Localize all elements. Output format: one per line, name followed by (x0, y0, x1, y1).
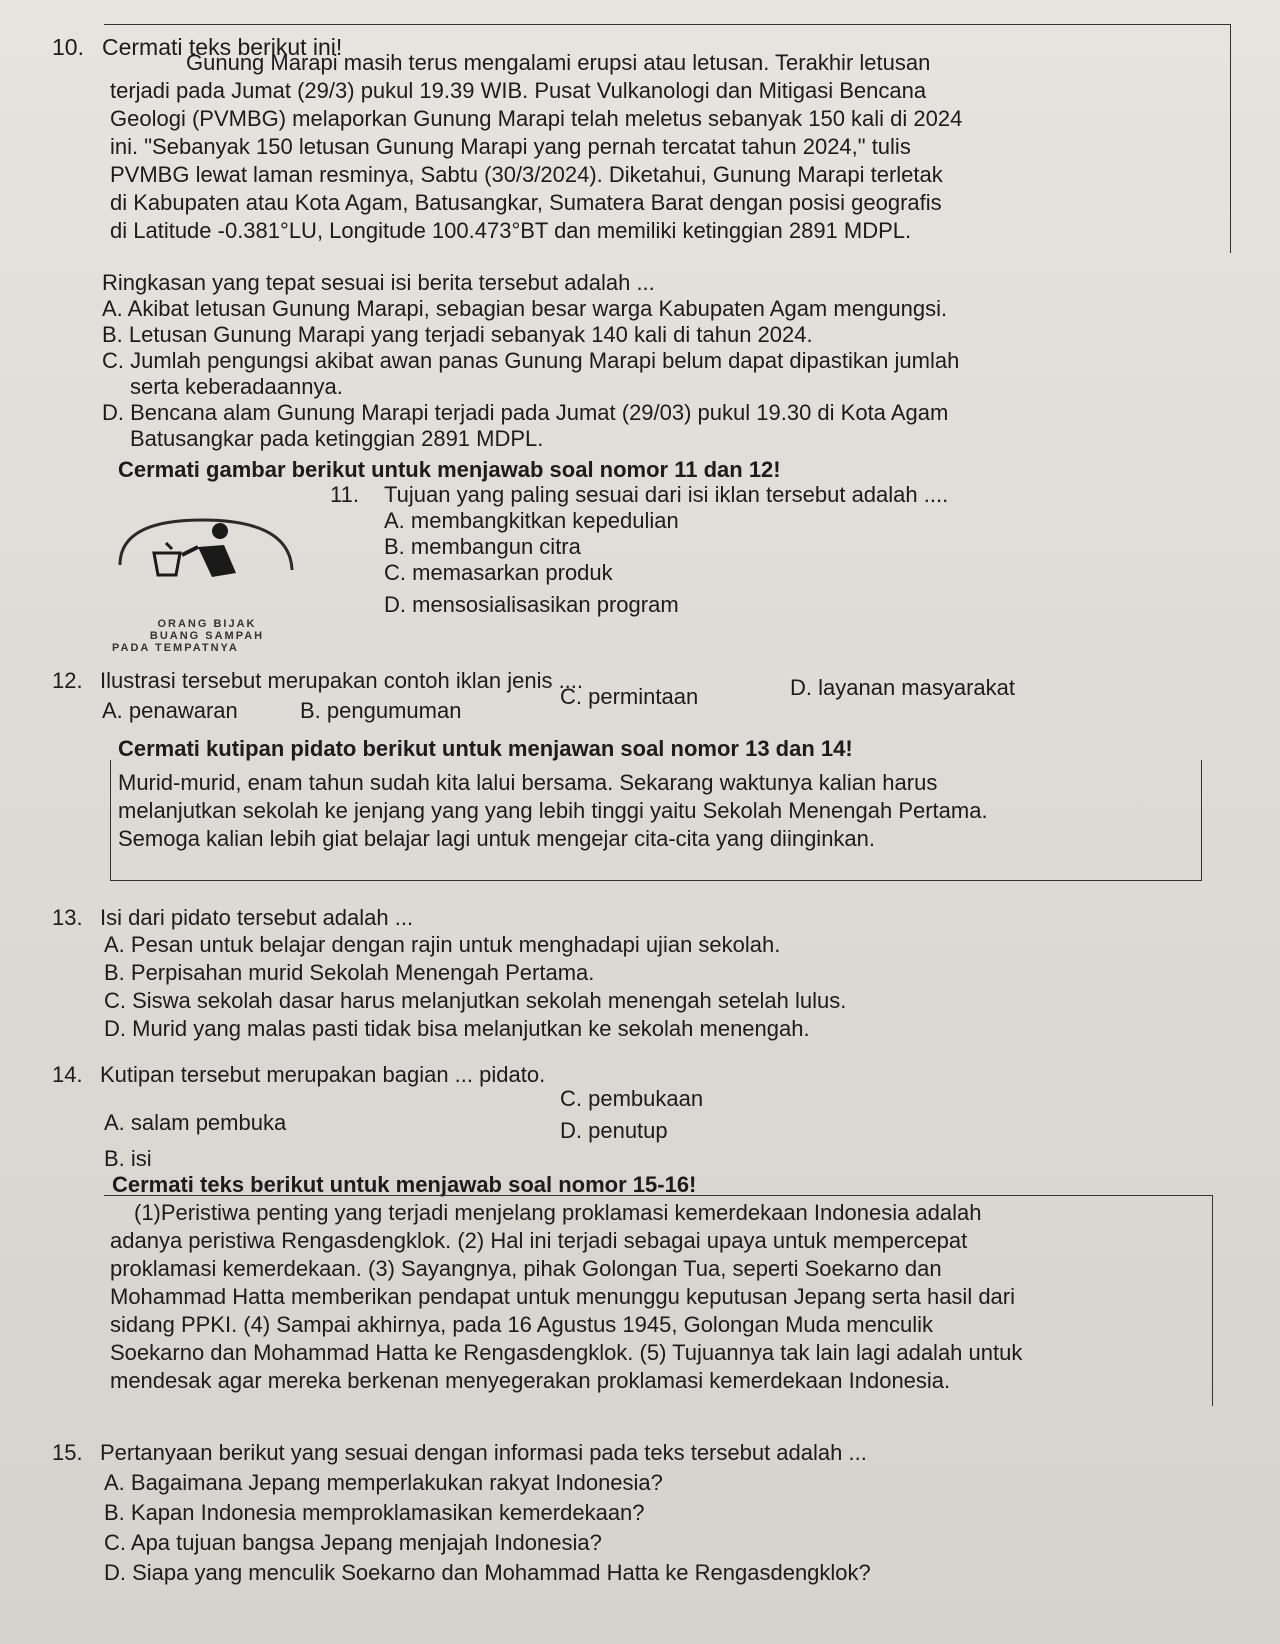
poster-caption-line: PADA TEMPATNYA (112, 642, 239, 654)
section-15-16-instruction: Cermati teks berikut untuk menjawab soal nomor 15-16! (112, 1172, 697, 1197)
speech-passage-line: Murid-murid, enam tahun sudah kita lalui bersama. Sekarang waktunya kalian harus (118, 770, 938, 795)
history-passage-line: proklamasi kemerdekaan. (3) Sayangnya, pihak Golongan Tua, seperti Soekarno dan (110, 1256, 942, 1281)
q10-passage-line: terjadi pada Jumat (29/3) pukul 19.39 WIB. Pusat Vulkanologi dan Mitigasi Bencana (110, 78, 927, 103)
q12-option-c[interactable]: C. permintaan (560, 684, 699, 709)
q13-option-d[interactable]: D. Murid yang malas pasti tidak bisa melanjutkan ke sekolah menengah. (104, 1016, 810, 1041)
q15-option-a[interactable]: A. Bagaimana Jepang memperlakukan rakyat Indonesia? (104, 1470, 663, 1495)
q12-number: 12. (52, 668, 83, 693)
q10-question: Ringkasan yang tepat sesuai isi berita tersebut adalah ... (102, 270, 655, 295)
q11-option-b[interactable]: B. membangun citra (384, 534, 581, 559)
section-11-12-instruction: Cermati gambar berikut untuk menjawab soal nomor 11 dan 12! (118, 457, 781, 482)
speech-passage-line: Semoga kalian lebih giat belajar lagi untuk mengejar cita-cita yang diinginkan. (118, 826, 876, 851)
person-body-icon (198, 545, 236, 577)
q10-passage-line: di Latitude -0.381°LU, Longitude 100.473°BT dan memiliki ketinggian 2891 MDPL. (110, 218, 912, 243)
q13-question: Isi dari pidato tersebut adalah ... (100, 905, 414, 930)
q10-number: 10. (52, 34, 84, 60)
q15-option-c[interactable]: C. Apa tujuan bangsa Jepang menjajah Indonesia? (104, 1530, 602, 1555)
q11-option-c[interactable]: C. memasarkan produk (384, 560, 613, 585)
q13-option-c[interactable]: C. Siswa sekolah dasar harus melanjutkan sekolah menengah setelah lulus. (104, 988, 847, 1013)
trash-bin-icon (154, 553, 180, 575)
q12-question: Ilustrasi tersebut merupakan contoh iklan jenis .... (100, 668, 584, 693)
q11-option-d[interactable]: D. mensosialisasikan program (384, 592, 679, 617)
q10-passage-line: Geologi (PVMBG) melaporkan Gunung Marapi telah meletus sebanyak 150 kali di 2024 (110, 106, 963, 131)
q10-option-a[interactable]: A. Akibat letusan Gunung Marapi, sebagian besar warga Kabupaten Agam mengungsi. (102, 296, 948, 321)
q10-option-c-cont: serta keberadaannya. (130, 374, 343, 399)
q13-option-b[interactable]: B. Perpisahan murid Sekolah Menengah Pertama. (104, 960, 595, 985)
q10-option-c[interactable]: C. Jumlah pengungsi akibat awan panas Gunung Marapi belum dapat dipastikan jumlah (102, 348, 960, 373)
history-passage-line: sidang PPKI. (4) Sampai akhirnya, pada 16 Agustus 1945, Golongan Muda menculik (110, 1312, 934, 1337)
q15-option-b[interactable]: B. Kapan Indonesia memproklamasikan kemerdekaan? (104, 1500, 645, 1525)
q15-option-d[interactable]: D. Siapa yang menculik Soekarno dan Mohammad Hatta ke Rengasdengklok? (104, 1560, 871, 1585)
q14-number: 14. (52, 1062, 83, 1087)
section-13-14-instruction: Cermati kutipan pidato berikut untuk menjawan soal nomor 13 dan 14! (118, 736, 853, 761)
q12-option-d[interactable]: D. layanan masyarakat (790, 675, 1015, 700)
q11-number: 11. (330, 482, 359, 507)
person-head-icon (212, 523, 228, 539)
person-arm-icon (182, 547, 198, 555)
q15-question: Pertanyaan berikut yang sesuai dengan informasi pada teks tersebut adalah ... (100, 1440, 867, 1465)
poster-caption-line: BUANG SAMPAH (149, 630, 265, 642)
q10-passage-line: PVMBG lewat laman resminya, Sabtu (30/3/2024). Diketahui, Gunung Marapi terletak (110, 162, 943, 187)
history-passage-line: mendesak agar mereka berkenan menyegerakan proklamasi kemerdekaan Indonesia. (110, 1368, 951, 1393)
q12-option-b[interactable]: B. pengumuman (300, 698, 462, 723)
q14-option-d[interactable]: D. penutup (560, 1118, 668, 1143)
q10-option-d[interactable]: D. Bencana alam Gunung Marapi terjadi pada Jumat (29/03) pukul 19.30 di Kota Agam (102, 400, 949, 425)
q10-option-d-cont: Batusangkar pada ketinggian 2891 MDPL. (130, 426, 544, 451)
q11-option-a[interactable]: A. membangkitkan kepedulian (384, 508, 679, 533)
q10-intro: Cermati teks berikut ini! (102, 34, 343, 60)
q13-option-a[interactable]: A. Pesan untuk belajar dengan rajin untuk menghadapi ujian sekolah. (104, 932, 781, 957)
speech-passage-line: melanjutkan sekolah ke jenjang yang yang lebih tinggi yaitu Sekolah Menengah Pertama. (118, 798, 988, 823)
history-passage-line: Soekarno dan Mohammad Hatta ke Rengasdengklok. (5) Tujuannya tak lain lagi adalah untuk (110, 1340, 1023, 1365)
history-passage-line: (1)Peristiwa penting yang terjadi menjelang proklamasi kemerdekaan Indonesia adalah (134, 1200, 982, 1225)
poster-caption-line: ORANG BIJAK (157, 618, 257, 630)
poster-illustration (112, 515, 302, 655)
q13-number: 13. (52, 905, 83, 930)
q10-option-b[interactable]: B. Letusan Gunung Marapi yang terjadi sebanyak 140 kali di tahun 2024. (102, 322, 813, 347)
q11-question: Tujuan yang paling sesuai dari isi iklan tersebut adalah .... (384, 482, 949, 507)
history-passage-line: Mohammad Hatta memberikan pendapat untuk menunggu keputusan Jepang serta hasil dari (110, 1284, 1015, 1309)
q14-option-c[interactable]: C. pembukaan (560, 1086, 704, 1111)
q10-passage-line: di Kabupaten atau Kota Agam, Batusangkar, Sumatera Barat dengan posisi geografis (110, 190, 942, 215)
q15-number: 15. (52, 1440, 83, 1465)
poster-drawing (112, 515, 302, 615)
q14-option-a[interactable]: A. salam pembuka (104, 1110, 287, 1135)
q10-passage-line: Gunung Marapi masih terus mengalami erupsi atau letusan. Terakhir letusan (186, 50, 931, 75)
q12-option-a[interactable]: A. penawaran (102, 698, 238, 723)
q14-option-b[interactable]: B. isi (104, 1146, 152, 1171)
q14-question: Kutipan tersebut merupakan bagian ... pidato. (100, 1062, 546, 1087)
history-passage-line: adanya peristiwa Rengasdengklok. (2) Hal ini terjadi sebagai upaya untuk mempercepat (110, 1228, 968, 1253)
trash-item-icon (166, 543, 172, 549)
q10-passage-line: ini. "Sebanyak 150 letusan Gunung Marapi yang pernah tercatat tahun 2024," tulis (110, 134, 911, 159)
